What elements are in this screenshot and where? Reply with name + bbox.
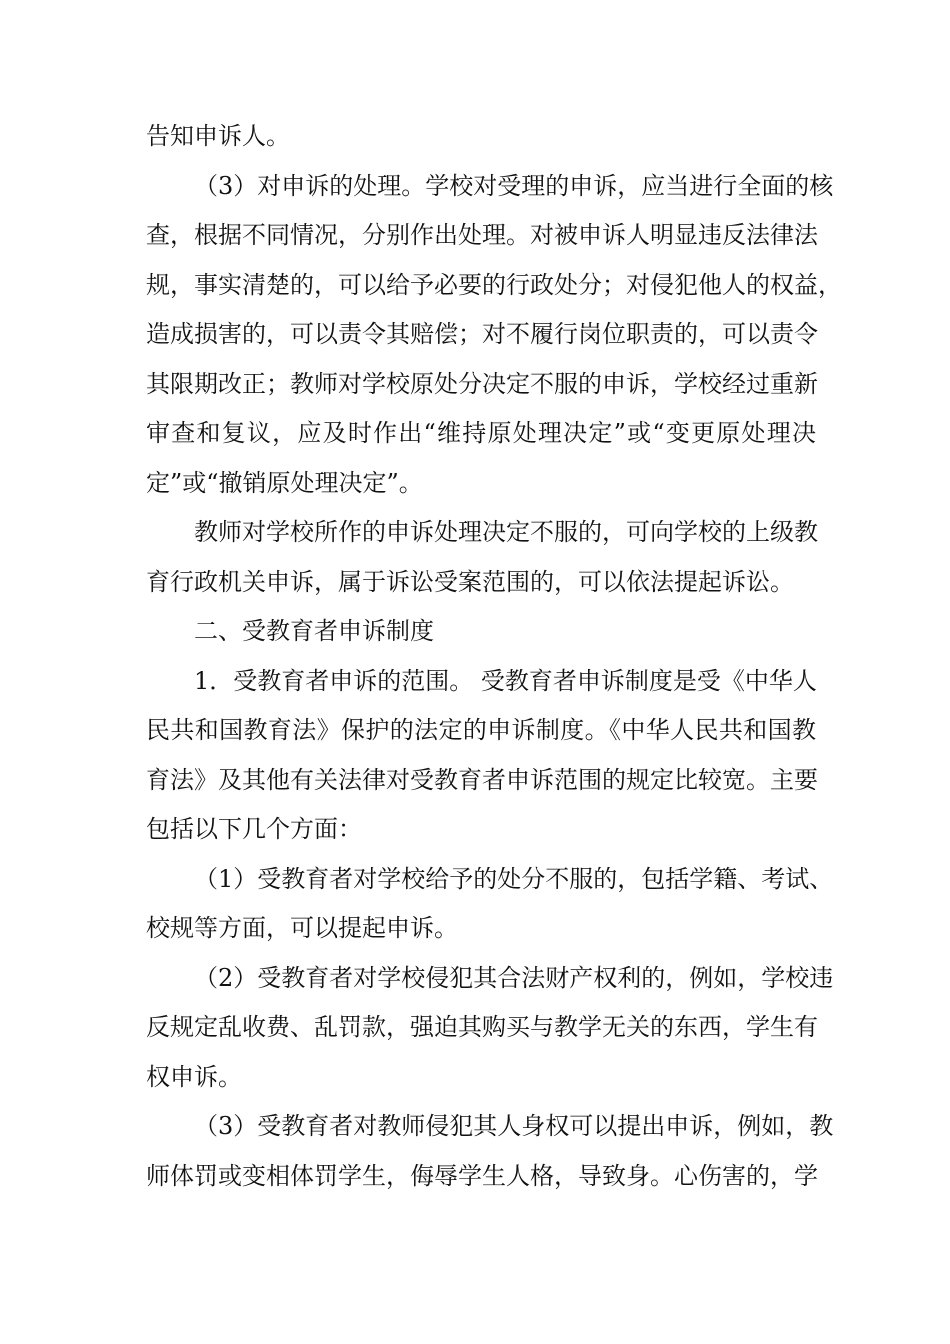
text-line: 定”或“撤销原处理决定”。 <box>146 468 423 497</box>
text-line: 查，根据不同情况，分别作出处理。对被申诉人明显违反法律法 <box>146 221 818 249</box>
text-line: 教师对学校所作的申诉处理决定不服的，可向学校的上级教 <box>194 518 818 546</box>
text-line: 民共和国教育法》保护的法定的申诉制度。《中华人民共和国教 <box>146 716 816 744</box>
text-line: 包括以下几个方面： <box>146 815 362 843</box>
section-heading: 二、受教育者申诉制度 <box>194 617 434 645</box>
text-line: 审查和复议，应及时作出“维持原处理决定”或“变更原处理决 <box>146 419 816 447</box>
text-line: 告知申诉人。 <box>146 122 290 150</box>
text-line: （1）受教育者对学校给予的处分不服的，包括学籍、考试、 <box>194 864 834 893</box>
text-line: 育行政机关申诉，属于诉讼受案范围的，可以依法提起诉讼。 <box>146 567 794 596</box>
text-line: 反规定乱收费、乱罚款，强迫其购买与教学无关的东西，学生有 <box>146 1013 818 1041</box>
text-line: 师体罚或变相体罚学生，侮辱学生人格，导致身。心伤害的，学 <box>146 1161 818 1190</box>
text-line: 造成损害的，可以责令其赔偿；对不履行岗位职责的，可以责令 <box>146 320 818 348</box>
document-body <box>146 112 842 1201</box>
text-line: 育法》及其他有关法律对受教育者申诉范围的规定比较宽。主要 <box>146 765 818 794</box>
text-line: （2）受教育者对学校侵犯其合法财产权利的，例如，学校违 <box>194 963 834 992</box>
text-line: 其限期改正；教师对学校原处分决定不服的申诉，学校经过重新 <box>146 369 818 398</box>
text-line: 规，事实清楚的，可以给予必要的行政处分；对侵犯他人的权益， <box>146 270 842 299</box>
text-line: （3）对申诉的处理。学校对受理的申诉，应当进行全面的核 <box>194 171 834 200</box>
text-line: 权申诉。 <box>146 1062 242 1091</box>
text-line: 校规等方面，可以提起申诉。 <box>146 914 458 942</box>
text-line: （3）受教育者对教师侵犯其人身权可以提出申诉，例如，教 <box>194 1112 834 1140</box>
text-line: 1．受教育者申诉的范围。 受教育者申诉制度是受《中华人 <box>194 666 817 695</box>
